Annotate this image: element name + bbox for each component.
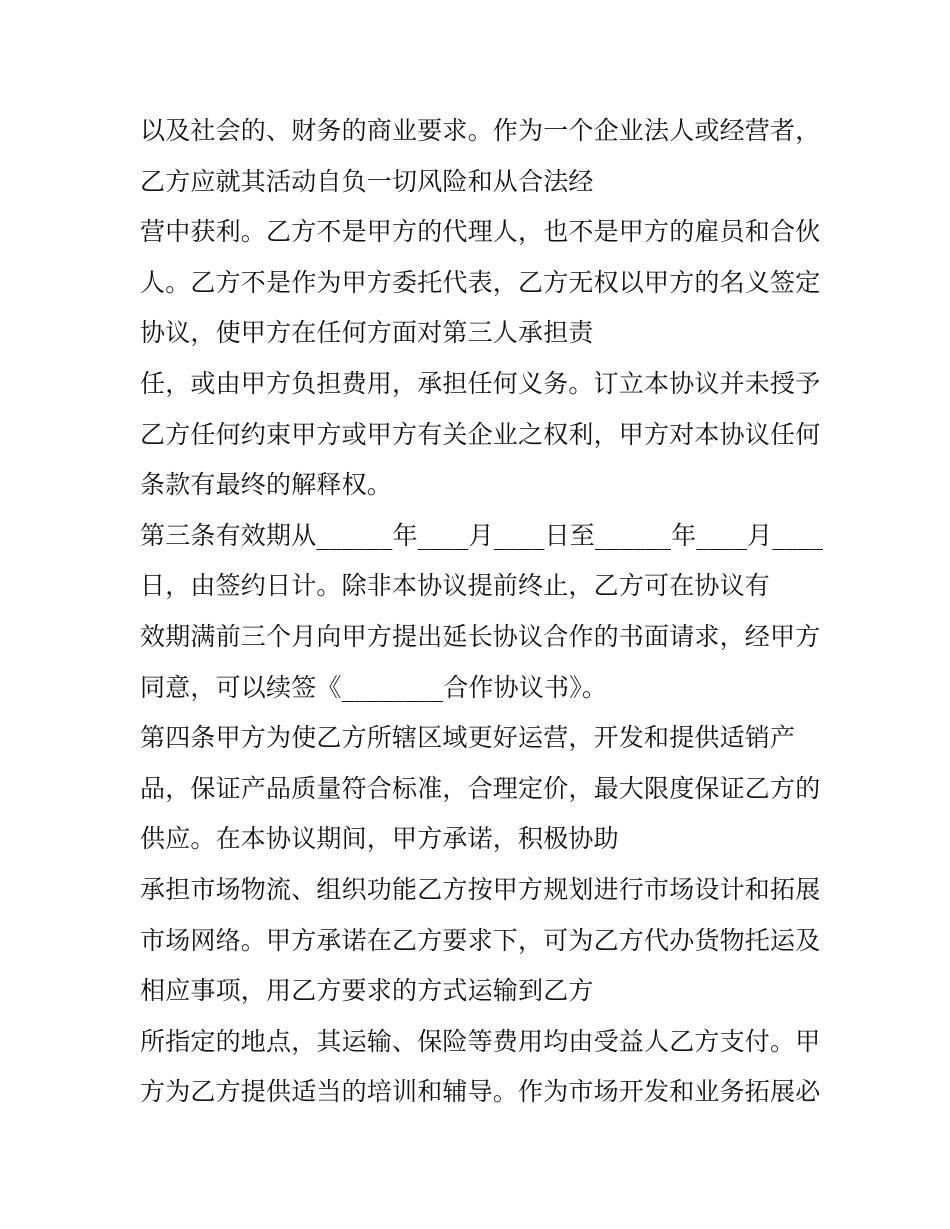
text-line-6: 任，或由甲方负担费用，承担任何义务。订立本协议并未授予 <box>140 368 821 398</box>
text-line-14: 品，保证产品质量符合标准，合理定价，最大限度保证乙方的 <box>140 773 821 803</box>
text-line-4: 人。乙方不是作为甲方委托代表，乙方无权以甲方的名义签定 <box>140 267 821 297</box>
text-line-8: 条款有最终的解释权。 <box>140 470 393 500</box>
text-line-16: 承担市场物流、组织功能乙方按甲方规划进行市场设计和拓展 <box>140 874 821 904</box>
text-line-19: 所指定的地点，其运输、保险等费用均由受益人乙方支付。甲 <box>140 1026 821 1056</box>
text-line-12: 同意，可以续签《________合作协议书》。 <box>140 672 608 702</box>
document-body <box>140 106 830 1118</box>
text-line-5: 协议，使甲方在任何方面对第三人承担责 <box>140 318 594 348</box>
text-line-2: 乙方应就其活动自负一切风险和从合法经 <box>140 166 594 196</box>
text-line-15: 供应。在本协议期间，甲方承诺，积极协助 <box>140 824 619 854</box>
text-line-11: 效期满前三个月向甲方提出延长协议合作的书面请求，经甲方 <box>140 621 821 651</box>
text-line-3: 营中获利。乙方不是甲方的代理人，也不是甲方的雇员和合伙 <box>140 217 821 247</box>
text-line-10: 日，由签约日计。除非本协议提前终止，乙方可在协议有 <box>140 571 771 601</box>
text-line-13: 第四条甲方为使乙方所辖区域更好运营，开发和提供适销产 <box>140 723 796 753</box>
text-line-20: 方为乙方提供适当的培训和辅导。作为市场开发和业务拓展必 <box>140 1077 821 1107</box>
text-line-1: 以及社会的、财务的商业要求。作为一个企业法人或经营者， <box>140 116 821 145</box>
text-line-18: 相应事项，用乙方要求的方式运输到乙方 <box>140 976 594 1006</box>
text-line-17: 市场网络。甲方承诺在乙方要求下，可为乙方代办货物托运及 <box>140 925 821 955</box>
text-line-7: 乙方任何约束甲方或甲方有关企业之权利，甲方对本协议任何 <box>140 419 821 449</box>
text-line-9: 第三条有效期从______年____月____日至______年____月____ <box>140 520 824 550</box>
